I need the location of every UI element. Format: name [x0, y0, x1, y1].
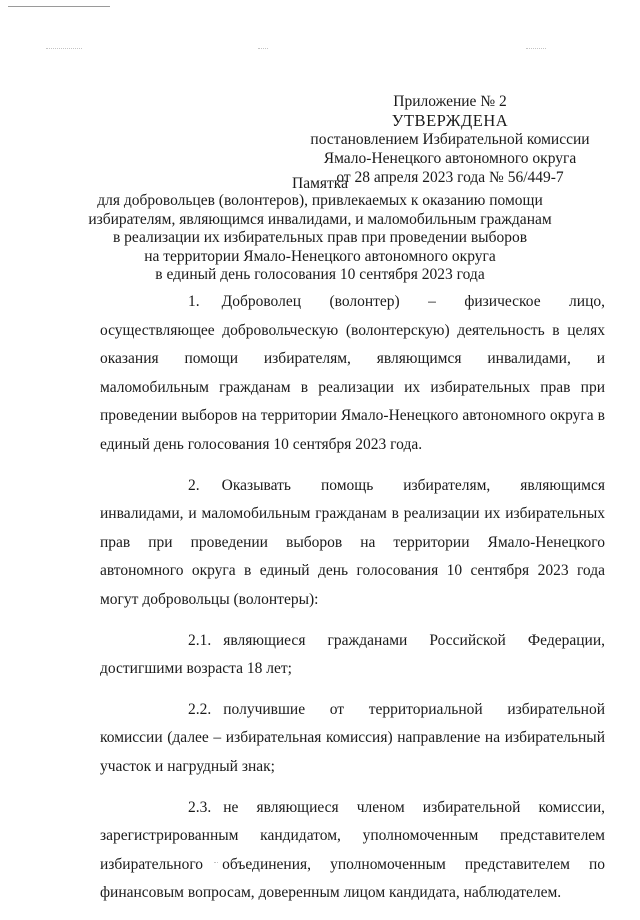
- memo-title: Памятка: [292, 175, 348, 192]
- paragraph-text: Доброволец (волонтер) – физическое лицо, осуществляющее добровольческую (волонтерскую) деятельность в целях оказания помощи избирателям, являющимся инвалидами, и маломобильным гражданам в реализации их избирательных прав при проведении выборов на территории Ямало-Ненецкого автономного округа в единый день голосования 10 сентября 2023 года.: [100, 293, 605, 453]
- paragraph-2: [100, 472, 605, 615]
- paragraph-number: 2.2.: [188, 700, 212, 718]
- paragraph-number: 1.: [188, 293, 200, 310]
- scan-speck: [526, 48, 546, 50]
- paragraph-number: 2.3.: [188, 798, 212, 816]
- paragraph-2-3: [100, 794, 605, 908]
- paragraph-text: не являющиеся членом избирательной комиссии, зарегистрированным кандидатом, уполномоченным представителем избирательного объединения, уполномоченным представителем по финансовым вопросам, доверенным лицом кандидата, наблюдателем.: [100, 798, 605, 902]
- paragraph-number: 2.1.: [188, 631, 212, 649]
- scan-speck: [46, 48, 82, 50]
- scan-speck: [258, 48, 268, 50]
- paragraph-2-2: [100, 696, 605, 782]
- paragraph-text: являющиеся гражданами Российской Федерации, достигшими возраста 18 лет;: [100, 631, 605, 678]
- memo-body: [100, 288, 605, 920]
- paragraph-text: получившие от территориальной избирательной комиссии (далее – избирательная комиссия) направление на избирательный участок и нагрудный знак;: [100, 700, 605, 775]
- memo-subtitle-line: на территории Ямало-Ненецкого автономного округа: [144, 247, 496, 265]
- scan-speck: [214, 862, 218, 864]
- paragraph-number: 2.: [188, 476, 200, 494]
- approval-stamp: УТВЕРЖДЕНА: [391, 111, 509, 130]
- appendix-number: Приложение № 2: [393, 93, 507, 110]
- paragraph-text: Оказывать помощь избирателям, являющимся инвалидами, и маломобильным гражданам в реализации их избирательных прав при проведении выборов на территории Ямало-Ненецкого автономного округа в единый день голосования 10 сентября 2023 года могут добровольцы (волонтеры):: [100, 476, 605, 608]
- memo-subtitle-line: в реализации их избирательных прав при проведении выборов: [112, 229, 528, 247]
- approval-date-number: от 28 апреля 2023 года № 56/449-7: [336, 169, 564, 186]
- approval-resolution: постановлением Избирательной комиссии: [310, 131, 590, 148]
- memo-subtitle: [60, 192, 580, 285]
- memo-subtitle-line: в единый день голосования 10 сентября 2023 года: [155, 266, 485, 284]
- paragraph-2-1: [100, 627, 605, 684]
- memo-subtitle-line: избирателям, являющимся инвалидами, и маломобильным гражданам: [88, 210, 552, 228]
- paragraph-1: [100, 288, 605, 460]
- approval-block: [290, 92, 610, 187]
- scan-artifact-line: [8, 6, 110, 7]
- memo-subtitle-line: для добровольцев (волонтеров), привлекаемых к оказанию помощи: [97, 192, 543, 209]
- approval-region: Ямало-Ненецкого автономного округа: [323, 150, 577, 167]
